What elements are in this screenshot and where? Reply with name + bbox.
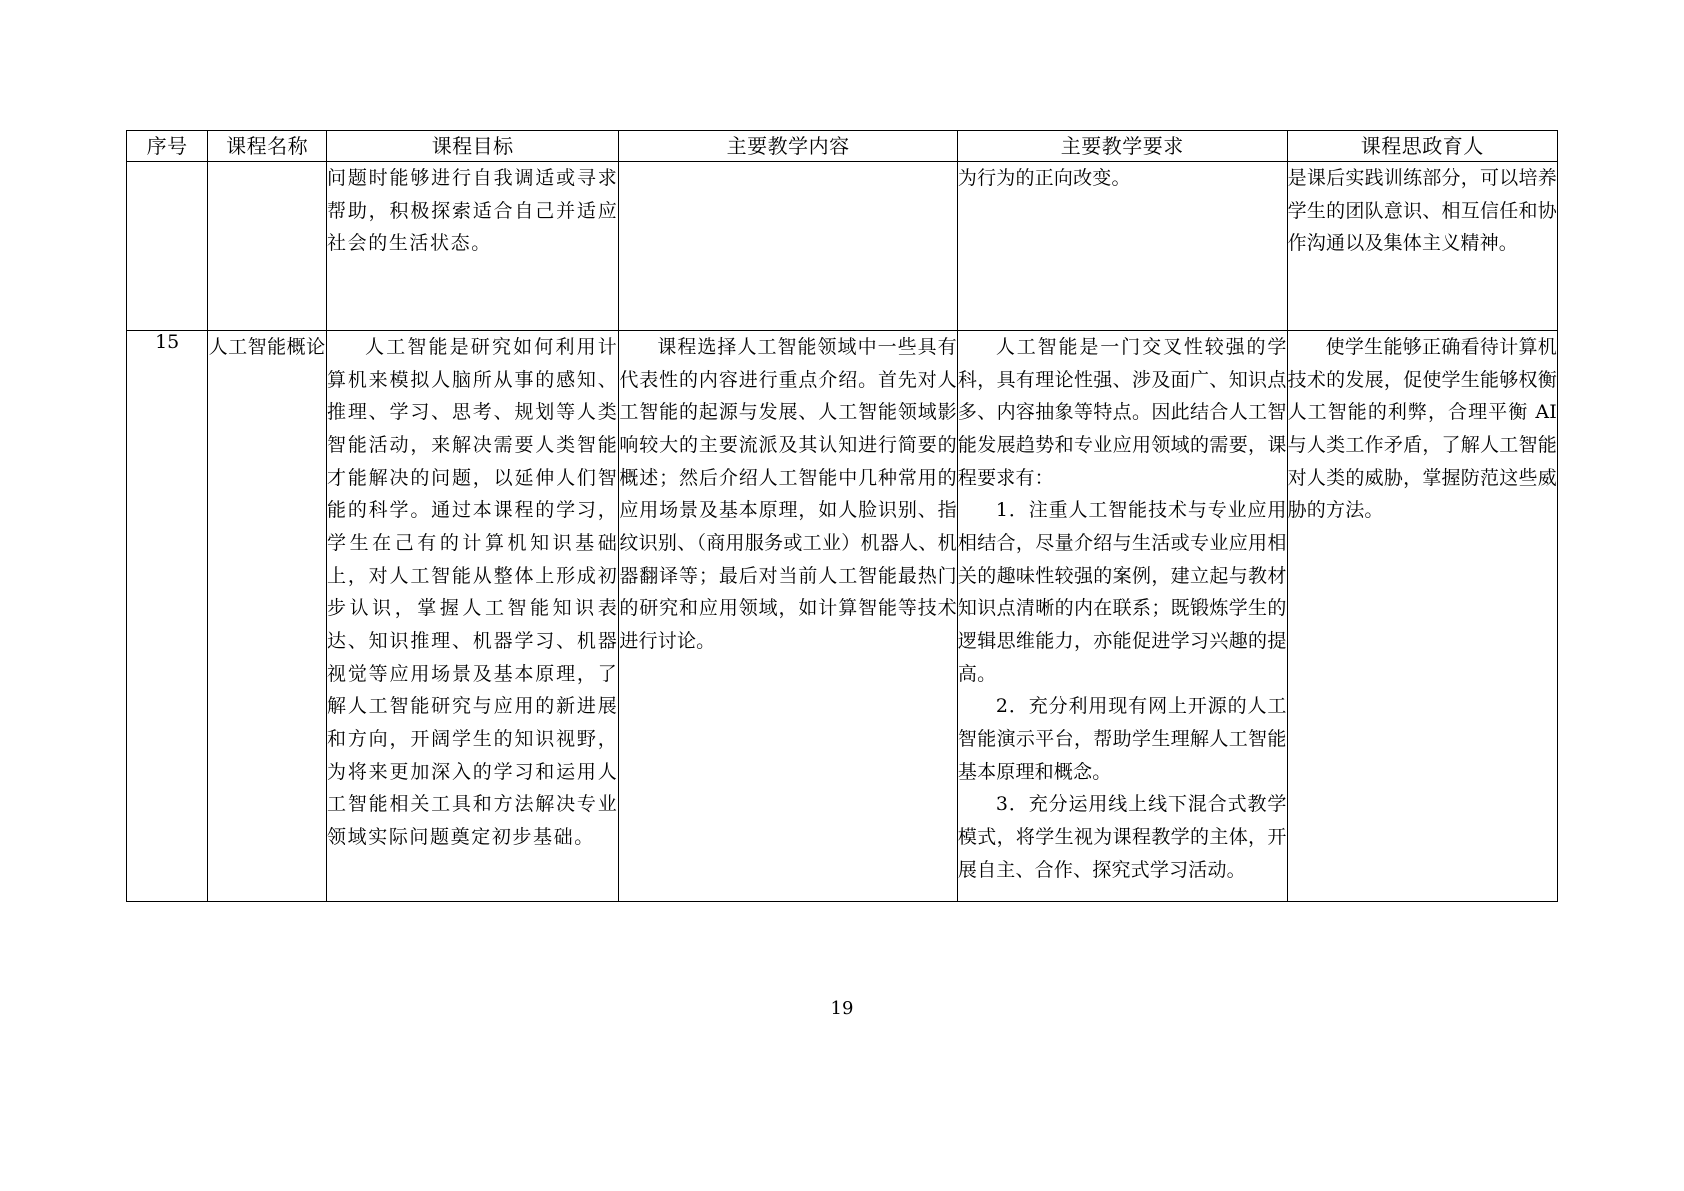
cell-ideological-education: 是课后实践训练部分，可以培养学生的团队意识、相互信任和协作沟通以及集体主义精神。 [1287,162,1557,331]
table-row [127,162,1558,331]
requirement-paragraph-3: 2．充分利用现有网上开源的人工智能演示平台，帮助学生理解人工智能基本原理和概念。 [957,695,1287,783]
header-cell-course-name: 课程名称 [208,131,327,162]
page-number: 19 [830,998,854,1019]
teaching-content-paragraph: 课程选择人工智能领域中一些具有代表性的内容进行重点介绍。首先对人工智能的起源与发展、人工智能领域影响较大的主要流派及其认知进行简要的概述；然后介绍人工智能中几种常用的应用场景及基本原理，如人脸识别、指纹识别、（商用服务或工业）机器人、机器翻译等；最后对当前人工智能最热门的研究和应用领域，如计算智能等技术进行讨论。 [619,336,957,653]
cell-teaching-requirement: 为行为的正向改变。 [957,162,1287,331]
course-goal-paragraph: 人工智能是研究如何利用计算机来模拟人脑所从事的感知、推理、学习、思考、规划等人类智能活动，来解决需要人类智能才能解决的问题，以延伸人们智能的科学。通过本课程的学习，学生在己有的计算机知识基础上，对人工智能从整体上形成初步认识，掌握人工智能知识表达、知识推理、机器学习、机器视觉等应用场景及基本原理，了解人工智能研究与应用的新进展和方向，开阔学生的知识视野，为将来更加深入的学习和运用人工智能相关工具和方法解决专业领域实际问题奠定初步基础。 [327,336,619,849]
cell-ideological-education [1287,331,1557,902]
course-table [126,130,1558,902]
cell-course-goal: 问题时能够进行自我调适或寻求帮助，积极探索适合自己并适应社会的生活状态。 [327,162,619,331]
ideological-education-paragraph: 使学生能够正确看待计算机技术的发展，促使学生能够权衡人工智能的利弊，合理平衡 AI 与人类工作矛盾，了解人工智能对人类的威胁，掌握防范这些威胁的方法。 [1287,336,1557,522]
cell-row-number [127,162,208,331]
header-cell-ideological-education: 课程思政育人 [1287,131,1557,162]
header-cell-teaching-content: 主要教学内容 [619,131,958,162]
table-row [127,331,1558,902]
cell-course-name [208,162,327,331]
course-table-container [126,130,1558,902]
table-header-row [127,131,1558,162]
cell-course-name: 人工智能概论 [208,331,327,902]
requirement-paragraph-1: 人工智能是一门交叉性较强的学科，具有理论性强、涉及面广、知识点多、内容抽象等特点。因此结合人工智能发展趋势和专业应用领域的需要，课程要求有： [957,336,1287,489]
header-cell-teaching-requirement: 主要教学要求 [957,131,1287,162]
cell-teaching-content [619,331,958,902]
header-cell-no: 序号 [127,131,208,162]
cell-row-number: 15 [127,331,208,902]
cell-teaching-content [619,162,958,331]
requirement-paragraph-2: 1．注重人工智能技术与专业应用相结合，尽量介绍与生活或专业应用相关的趣味性较强的案例，建立起与教材知识点清晰的内在联系；既锻炼学生的逻辑思维能力，亦能促进学习兴趣的提高。 [957,499,1287,685]
requirement-paragraph-4: 3．充分运用线上线下混合式教学模式，将学生视为课程教学的主体，开展自主、合作、探究式学习活动。 [957,793,1287,881]
cell-course-goal [327,331,619,902]
header-cell-course-goal: 课程目标 [327,131,619,162]
cell-teaching-requirement [957,331,1287,902]
